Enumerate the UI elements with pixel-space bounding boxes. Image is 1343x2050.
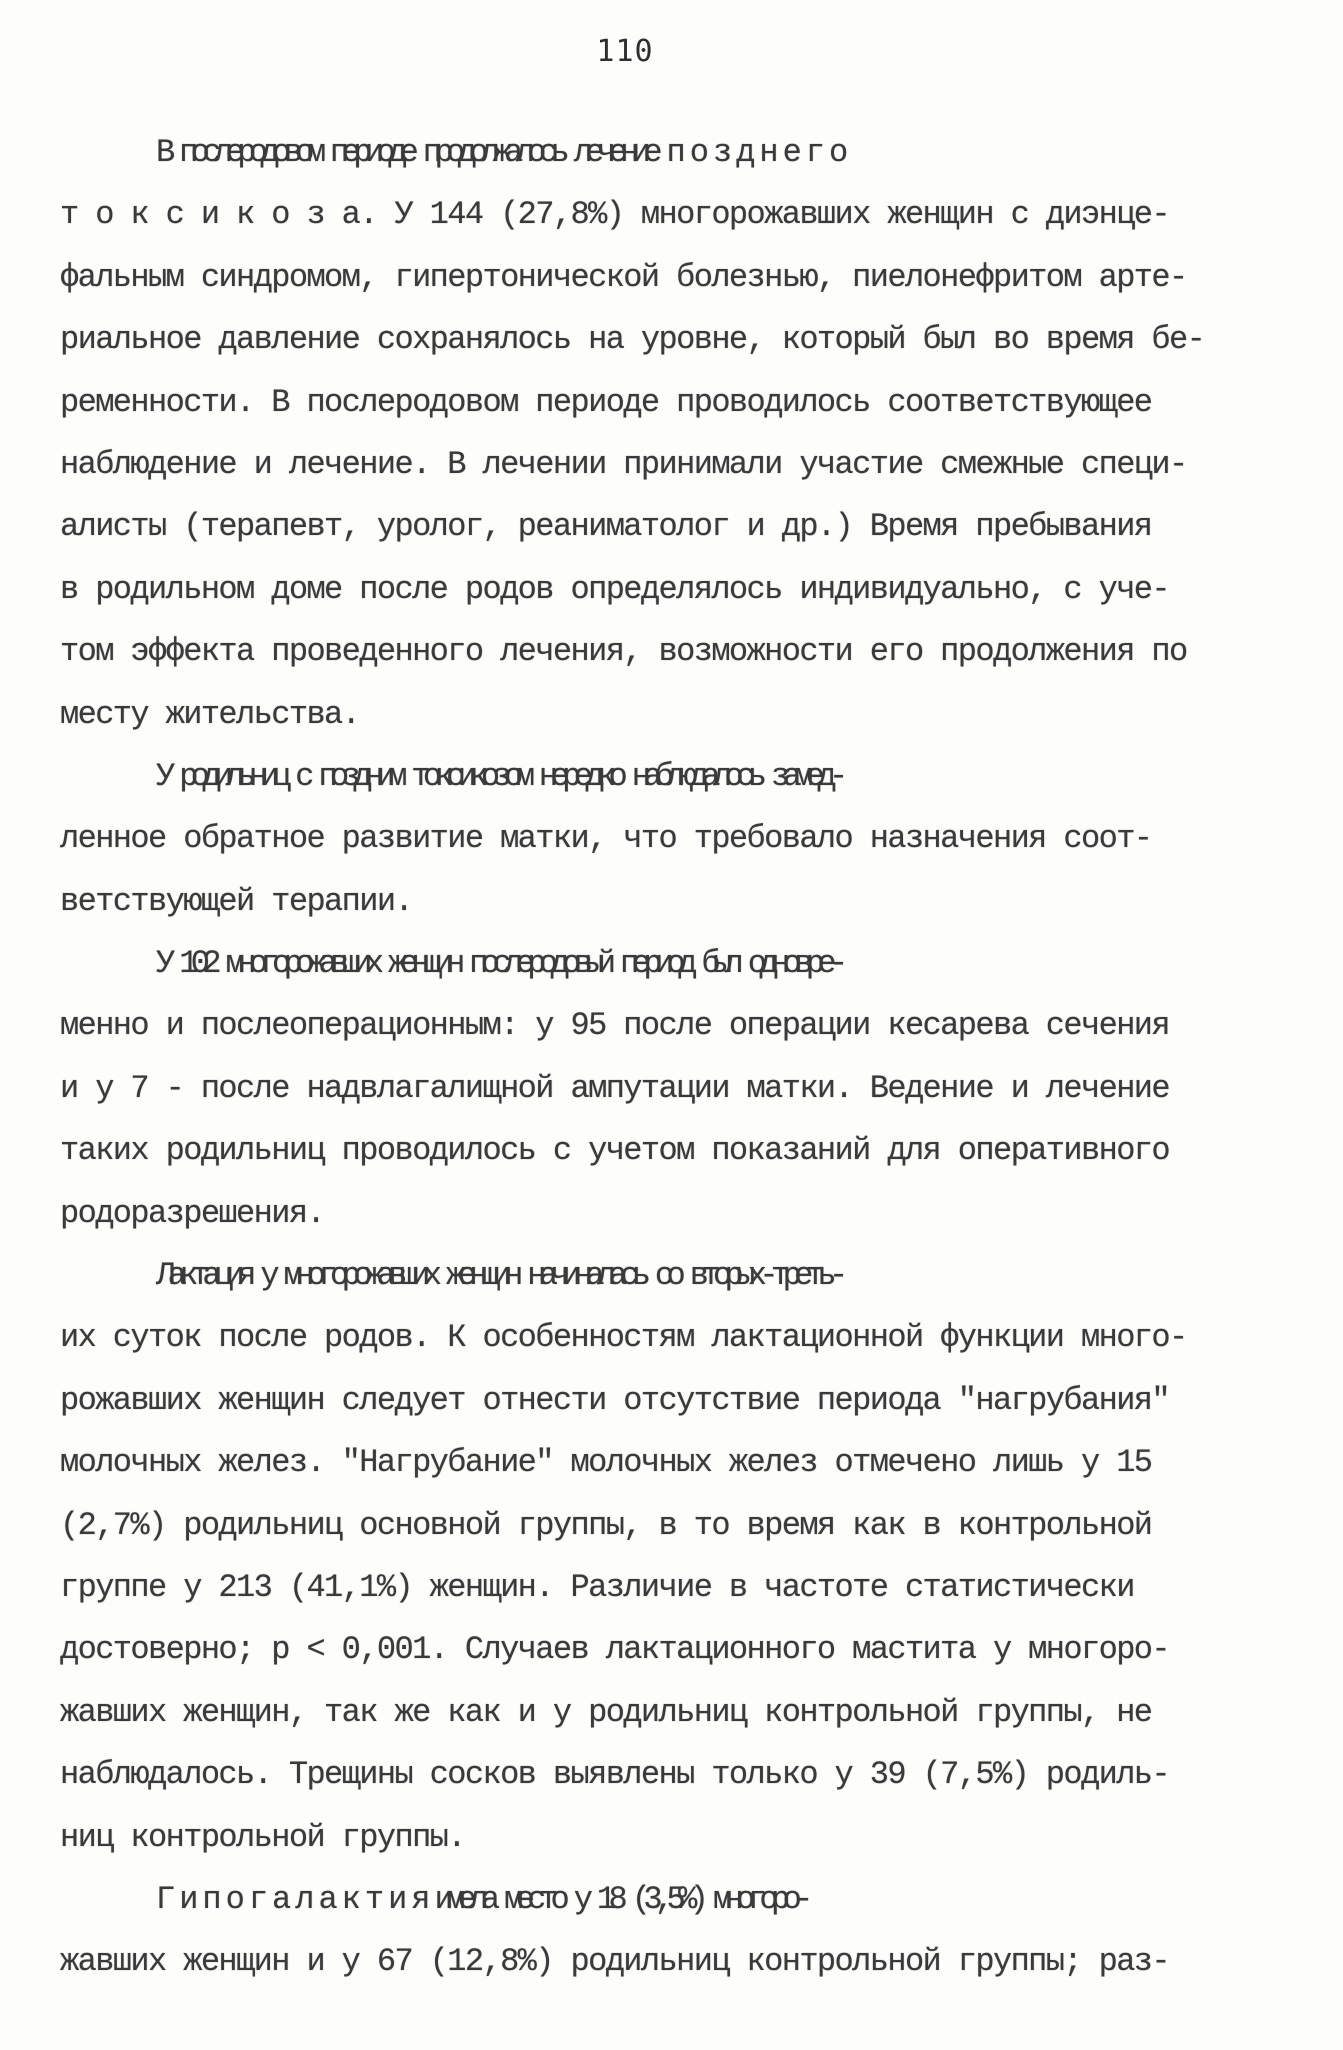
text-line: жавших женщин, так же как и у родильниц контрольной группы, не bbox=[60, 1693, 1152, 1731]
paragraph-4 bbox=[60, 1245, 1300, 1869]
text-line: в родильном доме после родов определялось индивидуально, с уче- bbox=[60, 570, 1169, 608]
text-line: У 102 многорожавших женщин послеродовый период был одновре- bbox=[156, 945, 841, 983]
paragraph-3 bbox=[60, 933, 1300, 1245]
text-line: ременности. В послеродовом периоде проводилось соответствующее bbox=[60, 383, 1152, 421]
text-line: наблюдалось. Трещины сосков выявлены только у 39 (7,5%) родиль- bbox=[60, 1756, 1169, 1794]
text-line: ниц контрольной группы. bbox=[60, 1818, 465, 1856]
paragraph-1 bbox=[60, 122, 1300, 746]
text-line: жавших женщин и у 67 (12,8%) родильниц контрольной группы; раз- bbox=[60, 1943, 1169, 1981]
text-line: достоверно; р < 0,001. Случаев лактационного мастита у многоро- bbox=[60, 1631, 1169, 1669]
text-line: фальным синдромом, гипертонической болезнью, пиелонефритом арте- bbox=[60, 258, 1187, 296]
body-text bbox=[60, 122, 1300, 1994]
text-line: Лактация у многорожавших женщин начиналась со вторых-треть- bbox=[156, 1257, 841, 1295]
text-line: их суток после родов. К особенностям лактационной функции много- bbox=[60, 1319, 1187, 1357]
text-line: группе у 213 (41,1%) женщин. Различие в частоте статистически bbox=[60, 1568, 1134, 1606]
text-line: рожавших женщин следует отнести отсутствие периода "нагрубания" bbox=[60, 1381, 1169, 1419]
text-line: наблюдение и лечение. В лечении принимали участие смежные специ- bbox=[60, 445, 1187, 483]
text-line: ленное обратное развитие матки, что требовало назначения соот- bbox=[60, 820, 1152, 858]
text-line: месту жительства. bbox=[60, 695, 360, 733]
text-line: и у 7 - после надвлагалищной ампутации матки. Ведение и лечение bbox=[60, 1069, 1169, 1107]
text-line: менно и послеоперационным: у 95 после операции кесарева сечения bbox=[60, 1007, 1169, 1045]
text-line: таких родильниц проводилось с учетом показаний для оперативного bbox=[60, 1132, 1169, 1170]
text-line: алисты (терапевт, уролог, реаниматолог и др.) Время пребывания bbox=[60, 508, 1152, 546]
text-line: В послеродовом периоде продолжалось лечение п о з д н е г о bbox=[156, 134, 841, 171]
page-number: 110 bbox=[596, 34, 654, 69]
text-line: Г и п о г а л а к т и я имела место у 18 (3,5%) многоро- bbox=[156, 1880, 806, 1918]
text-line: молочных желез. "Нагрубание" молочных желез отмечено лишь у 15 bbox=[60, 1444, 1152, 1482]
text-line: том эффекта проведенного лечения, возможности его продолжения по bbox=[60, 633, 1187, 671]
text-line: риальное давление сохранялось на уровне, который был во время бе- bbox=[60, 321, 1205, 359]
text-line: т о к с и к о з а. У 144 (27,8%) многорожавших женщин с диэнце- bbox=[60, 196, 1169, 234]
text-line: ветствующей терапии. bbox=[60, 882, 413, 920]
text-line: (2,7%) родильниц основной группы, в то время как в контрольной bbox=[60, 1506, 1152, 1544]
paragraph-2 bbox=[60, 746, 1300, 933]
text-line: У родильниц с поздним токсикозом нередко наблюдалось замед- bbox=[156, 757, 841, 795]
paragraph-5 bbox=[60, 1869, 1300, 1994]
text-line: родоразрешения. bbox=[60, 1194, 325, 1232]
